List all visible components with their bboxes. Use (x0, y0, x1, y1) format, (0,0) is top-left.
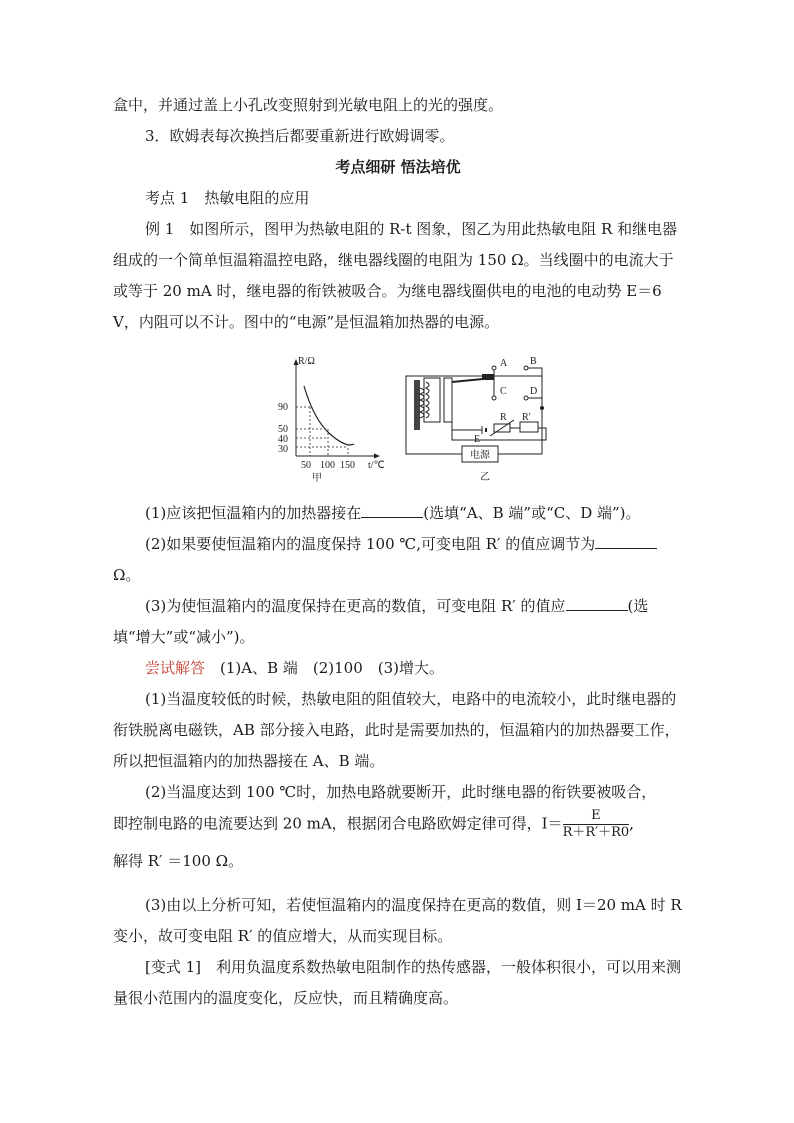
topic-title: 热敏电阻的应用 (204, 189, 310, 207)
section-heading: 考点细研 悟法培优 (335, 158, 461, 176)
graph-ylabel: R/Ω (298, 356, 315, 367)
solution-2c: 解得 R′ ＝100 Ω。 (113, 852, 244, 870)
question-2 (113, 529, 683, 591)
q2-text: (2)如果要使恒温箱内的温度保持 100 ℃,可变电阻 R′ 的值应调节为 (145, 535, 596, 553)
solution-3: (3)由以上分析可知，若使恒温箱内的温度保持在更高的数值，则 I＝20 mA 时 R 变小，故可变电阻 R′ 的值应增大，从而实现目标。 (113, 896, 682, 945)
circuit-diagram (406, 356, 546, 483)
circuit-label: R′ (522, 412, 531, 423)
q1-text-end: (选填“A、B 端”或“C、D 端”)。 (423, 504, 641, 522)
power-label: 电源 (470, 450, 490, 461)
ytick: 50 (278, 424, 288, 435)
frac-tail: , (629, 814, 634, 833)
graph-xlabel: t/℃ (368, 460, 385, 471)
example-intro: 例 1 如图所示，图甲为热敏电阻的 R-t 图象，图乙为用此热敏电阻 R 和继电器组成的一个简单恒温箱温控电路，继电器线圈的电阻为 150 Ω。当线圈中的电流大于或等于 20 mA 时，继电器的衔铁被吸合。为继电器线圈供电的电池的电动势 E＝6 V，内阻可以不计。图中的“电源”是恒温箱加热器的电源。 (113, 220, 678, 331)
circuit-label: R (500, 412, 507, 423)
ytick: 40 (278, 434, 288, 445)
text-line: 盒中，并通过盖上小孔改变照射到光敏电阻上的光的强度。 (113, 96, 504, 114)
solution-2a: (2)当温度达到 100 ℃时，加热电路就要断开，此时继电器的衔铁要被吸合， (145, 783, 657, 801)
graph-rt (278, 356, 385, 484)
question-3 (113, 591, 683, 653)
ytick: 30 (278, 444, 288, 455)
xtick: 150 (340, 460, 355, 471)
answer-text: (1)A、B 端 (2)100 (3)增大。 (205, 659, 445, 677)
question-1 (113, 498, 683, 529)
ytick: 90 (278, 402, 288, 413)
circuit-caption: 乙 (480, 472, 490, 483)
circuit-label: A (500, 358, 508, 369)
topic-heading (113, 183, 683, 214)
answer-blank (361, 503, 423, 518)
circuit-label: B (530, 356, 537, 367)
topic-number: 考点 1 (145, 189, 190, 207)
q1-text: (1)应该把恒温箱内的加热器接在 (145, 504, 362, 522)
q2-text-end: Ω。 (113, 566, 141, 584)
answer-label: 尝试解答 (145, 659, 206, 677)
frac-denominator: R＋R′＋R0 (562, 825, 630, 840)
circuit-label: D (530, 386, 538, 397)
text-line: 3．欧姆表每次换挡后都要重新进行欧姆调零。 (145, 127, 455, 145)
answer-blank (566, 596, 628, 611)
variant-1: [变式 1] 利用负温度系数热敏电阻制作的热传感器，一般体积很小，可以用来测量很小范围内的温度变化，反应快，而且精确度高。 (113, 958, 682, 1007)
graph-caption: 甲 (312, 473, 322, 484)
q3-text-end: (选填“增大”或“减小”)。 (113, 597, 649, 646)
frac-numerator: E (563, 808, 630, 825)
answer-line (113, 653, 683, 684)
q3-text: (3)为使恒温箱内的温度保持在更高的数值，可变电阻 R′ 的值应 (145, 597, 566, 615)
xtick: 50 (301, 460, 311, 471)
answer-blank (595, 534, 657, 549)
circuit-label: C (500, 386, 507, 397)
circuit-label: E (474, 434, 481, 445)
xtick: 100 (320, 460, 335, 471)
formula-fraction (563, 808, 630, 841)
solution-1: (1)当温度较低的时候，热敏电阻的阻值较大，电路中的电流较小，此时继电器的衔铁脱离电磁铁，AB 部分接入电路，此时是需要加热的，恒温箱内的加热器要工作，所以把恒温箱内的加热器接在 A、B 端。 (113, 690, 680, 770)
solution-2b-text: 即控制电路的电流要达到 20 mA，根据闭合电路欧姆定律可得，I＝ (113, 814, 563, 833)
figure (268, 348, 568, 496)
solution-2b (113, 808, 683, 841)
